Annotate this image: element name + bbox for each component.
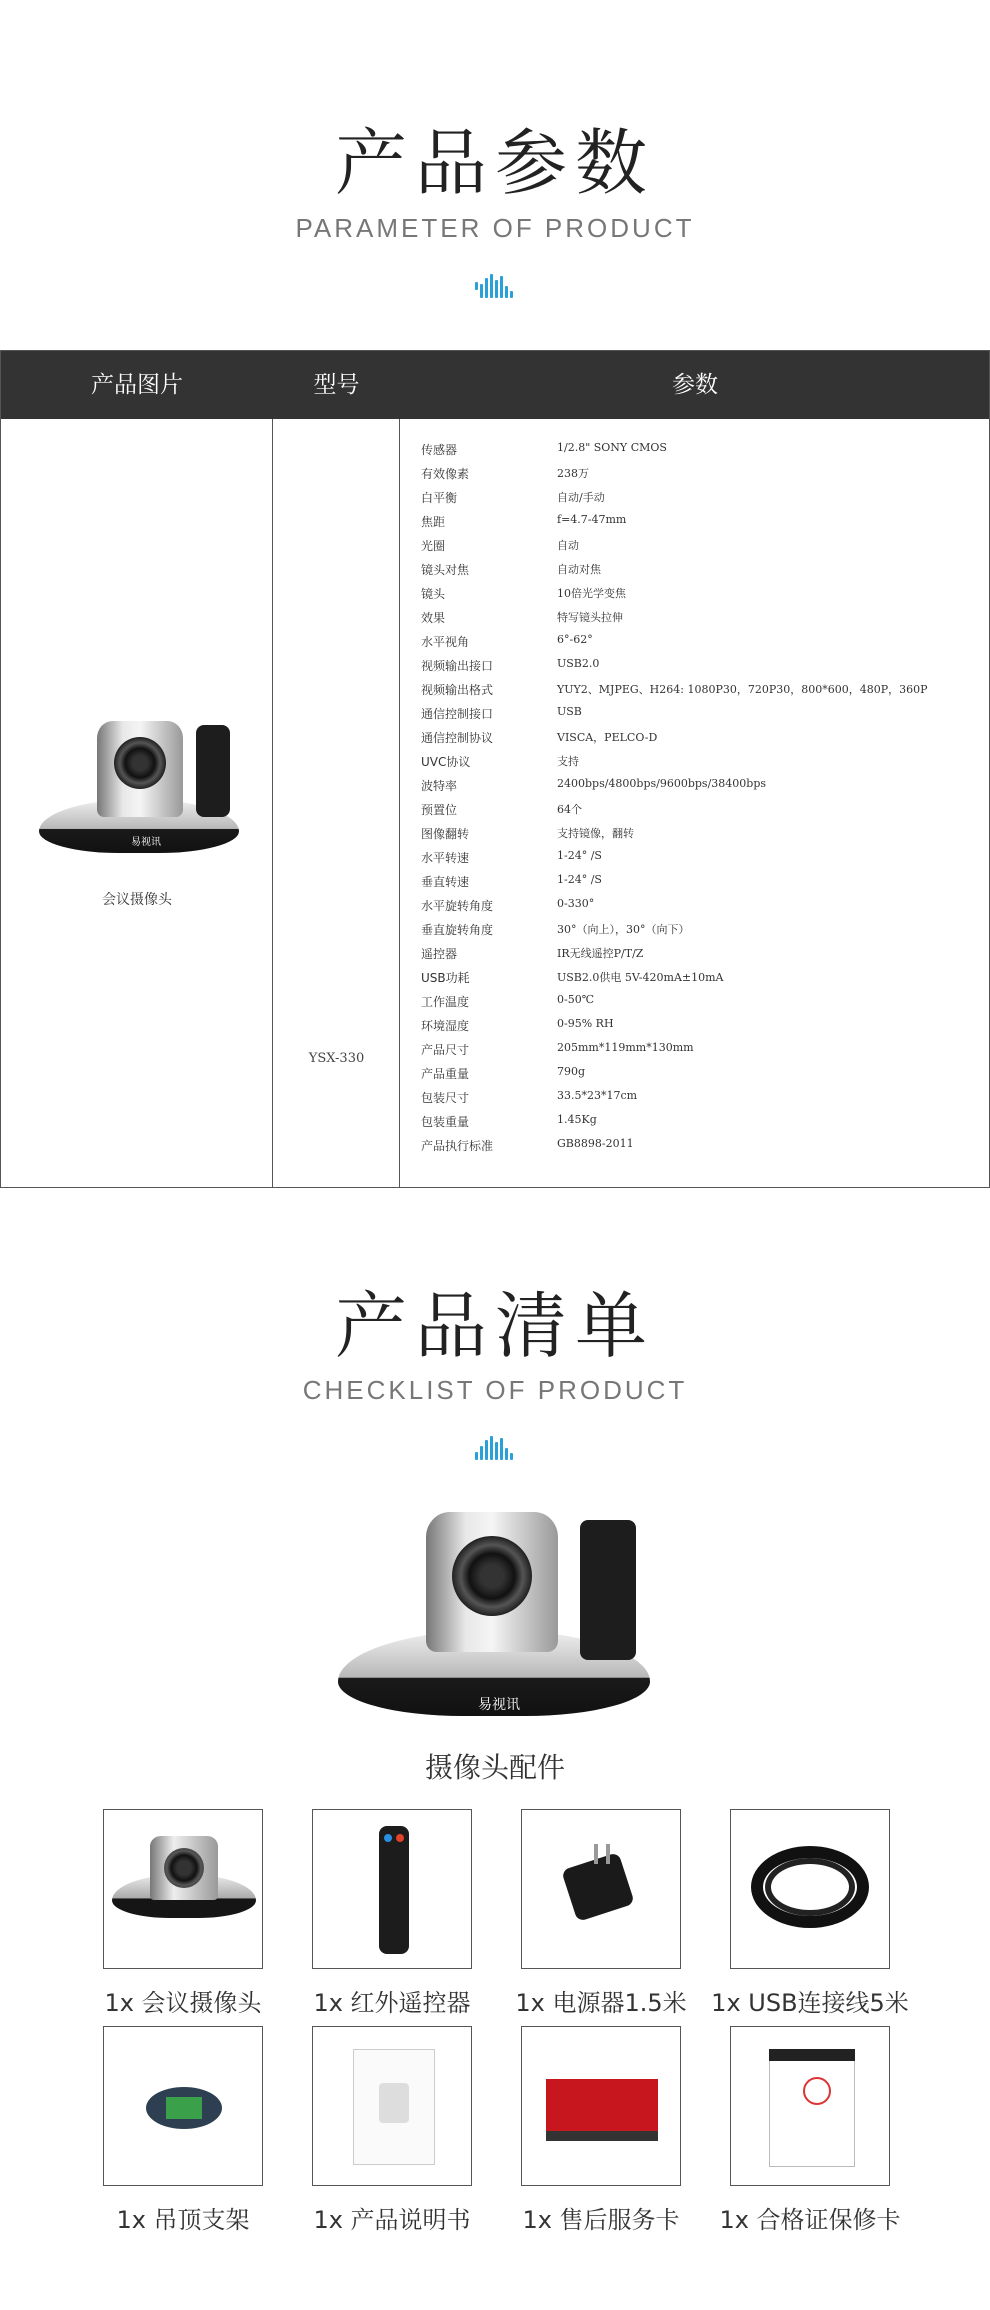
param-row <box>421 633 981 657</box>
header-product-image: 产品图片 <box>91 372 183 398</box>
warranty-card-image <box>730 2026 890 2186</box>
param-row <box>421 897 981 921</box>
param-value: VISCA，PELCO-D <box>557 731 658 744</box>
param-row <box>421 1089 981 1113</box>
param-key: 包装重量 <box>421 1115 470 1129</box>
param-row <box>421 1065 981 1089</box>
param-row <box>421 489 981 513</box>
parameter-table <box>0 350 990 1188</box>
param-key: 焦距 <box>421 515 446 529</box>
param-value: 33.5*23*17cm <box>557 1089 638 1102</box>
ceiling-mount-image <box>103 2026 263 2186</box>
param-row <box>421 1017 981 1041</box>
param-value: 205mm*119mm*130mm <box>557 1041 694 1054</box>
param-key: USB功耗 <box>421 971 470 985</box>
param-value: 1-24° /S <box>557 849 602 862</box>
param-value: 790g <box>557 1065 586 1078</box>
param-key: 遥控器 <box>421 947 458 961</box>
section-subtitle-params: PARAMETER OF PRODUCT <box>295 213 695 243</box>
kit-caption: 摄像头配件 <box>424 1751 565 1784</box>
param-value: 1/2.8" SONY CMOS <box>557 441 667 454</box>
ceiling-mount-label: 1x 吊顶支架 <box>116 2206 250 2234</box>
param-key: 白平衡 <box>421 491 458 505</box>
param-key: 水平转速 <box>421 851 470 865</box>
section-title-params: 产品参数 <box>334 121 655 205</box>
power-adapter-label: 1x 电源器1.5米 <box>515 1989 687 2017</box>
param-key: 工作温度 <box>421 995 470 1009</box>
param-key: 波特率 <box>421 779 458 793</box>
param-key: 效果 <box>421 611 446 625</box>
param-row <box>421 969 981 993</box>
camera-label: 1x 会议摄像头 <box>104 1989 262 2017</box>
param-value: 0-95% RH <box>557 1017 614 1030</box>
param-key: 通信控制接口 <box>421 707 494 721</box>
param-row <box>421 441 981 465</box>
column-divider <box>399 419 400 1187</box>
param-row <box>421 465 981 489</box>
sound-wave-icon <box>475 274 515 298</box>
param-value: YUY2、MJPEG、H264: 1080P30，720P30，800*600，480P，360P <box>557 683 928 696</box>
param-key: 垂直转速 <box>421 875 470 889</box>
param-value: 6°-62° <box>557 633 593 646</box>
service-card-image <box>521 2026 681 2186</box>
param-key: 预置位 <box>421 803 458 817</box>
product-image-cell <box>1 419 273 1187</box>
camera-image <box>103 1809 263 1969</box>
param-row <box>421 1113 981 1137</box>
param-row <box>421 657 981 681</box>
manual-label: 1x 产品说明书 <box>313 2206 471 2234</box>
param-key: UVC协议 <box>421 755 471 769</box>
param-value: 支持镜像，翻转 <box>557 827 634 840</box>
param-value: 自动 <box>557 539 579 552</box>
param-value: 自动对焦 <box>557 563 601 576</box>
param-value: 10倍光学变焦 <box>557 587 626 600</box>
param-key: 有效像素 <box>421 467 470 481</box>
param-row <box>421 945 981 969</box>
param-key: 垂直旋转角度 <box>421 923 494 937</box>
param-value: 自动/手动 <box>557 491 605 504</box>
param-key: 产品执行标准 <box>421 1139 494 1153</box>
param-value: USB <box>557 705 582 718</box>
param-key: 镜头对焦 <box>421 563 470 577</box>
param-value: 1-24° /S <box>557 873 602 886</box>
param-key: 包装尺寸 <box>421 1091 470 1105</box>
param-key: 传感器 <box>421 443 458 457</box>
table-header <box>1 351 989 419</box>
param-key: 通信控制协议 <box>421 731 494 745</box>
param-value: 0-50℃ <box>557 993 595 1006</box>
camera-kit-image: 易视讯 <box>338 1510 650 1730</box>
param-value: 特写镜头拉伸 <box>557 611 623 624</box>
param-row <box>421 609 981 633</box>
param-key: 视频输出接口 <box>421 659 494 673</box>
param-row <box>421 513 981 537</box>
camera-image: 易视讯 <box>39 719 239 869</box>
param-row <box>421 681 981 705</box>
param-key: 光圈 <box>421 539 446 553</box>
param-value: 238万 <box>557 467 589 480</box>
param-value: 0-330° <box>557 897 595 910</box>
param-value: 64个 <box>557 803 582 816</box>
sound-wave-icon <box>475 1436 515 1460</box>
param-value: USB2.0 <box>557 657 600 670</box>
param-row <box>421 1041 981 1065</box>
param-row <box>421 849 981 873</box>
image-caption: 会议摄像头 <box>102 892 172 908</box>
param-key: 产品尺寸 <box>421 1043 470 1057</box>
param-row <box>421 777 981 801</box>
header-params: 参数 <box>672 372 718 398</box>
param-value: 30°（向上），30°（向下） <box>557 923 690 936</box>
param-key: 环境湿度 <box>421 1019 470 1033</box>
param-value: 2400bps/4800bps/9600bps/38400bps <box>557 777 767 790</box>
param-row <box>421 1137 981 1161</box>
param-key: 图像翻转 <box>421 827 470 841</box>
header-model: 型号 <box>313 372 360 398</box>
param-value: IR无线遥控P/T/Z <box>557 947 644 960</box>
usb-cable-image <box>730 1809 890 1969</box>
param-value: GB8898-2011 <box>557 1137 634 1150</box>
param-row <box>421 753 981 777</box>
param-key: 视频输出格式 <box>421 683 494 697</box>
remote-label: 1x 红外遥控器 <box>313 1989 471 2017</box>
manual-image <box>312 2026 472 2186</box>
power-adapter-image <box>521 1809 681 1969</box>
section-title-checklist: 产品清单 <box>334 1284 655 1368</box>
param-row <box>421 801 981 825</box>
param-row <box>421 537 981 561</box>
model-number: YSX-330 <box>308 1051 365 1066</box>
param-row <box>421 705 981 729</box>
param-key: 产品重量 <box>421 1067 470 1081</box>
param-row <box>421 561 981 585</box>
param-row <box>421 921 981 945</box>
param-value: USB2.0供电 5V-420mA±10mA <box>557 971 724 984</box>
remote-image <box>312 1809 472 1969</box>
param-row <box>421 873 981 897</box>
param-row <box>421 993 981 1017</box>
param-row <box>421 585 981 609</box>
param-value: 1.45Kg <box>557 1113 597 1126</box>
param-row <box>421 825 981 849</box>
param-value: 支持 <box>557 755 579 768</box>
param-key: 水平旋转角度 <box>421 899 494 913</box>
section-subtitle-checklist: CHECKLIST OF PRODUCT <box>302 1375 688 1405</box>
param-key: 镜头 <box>421 587 446 601</box>
warranty-card-label: 1x 合格证保修卡 <box>719 2206 901 2234</box>
param-key: 水平视角 <box>421 635 470 649</box>
service-card-label: 1x 售后服务卡 <box>522 2206 680 2234</box>
param-value: f=4.7-47mm <box>557 513 627 526</box>
param-row <box>421 729 981 753</box>
usb-cable-label: 1x USB连接线5米 <box>711 1989 909 2017</box>
